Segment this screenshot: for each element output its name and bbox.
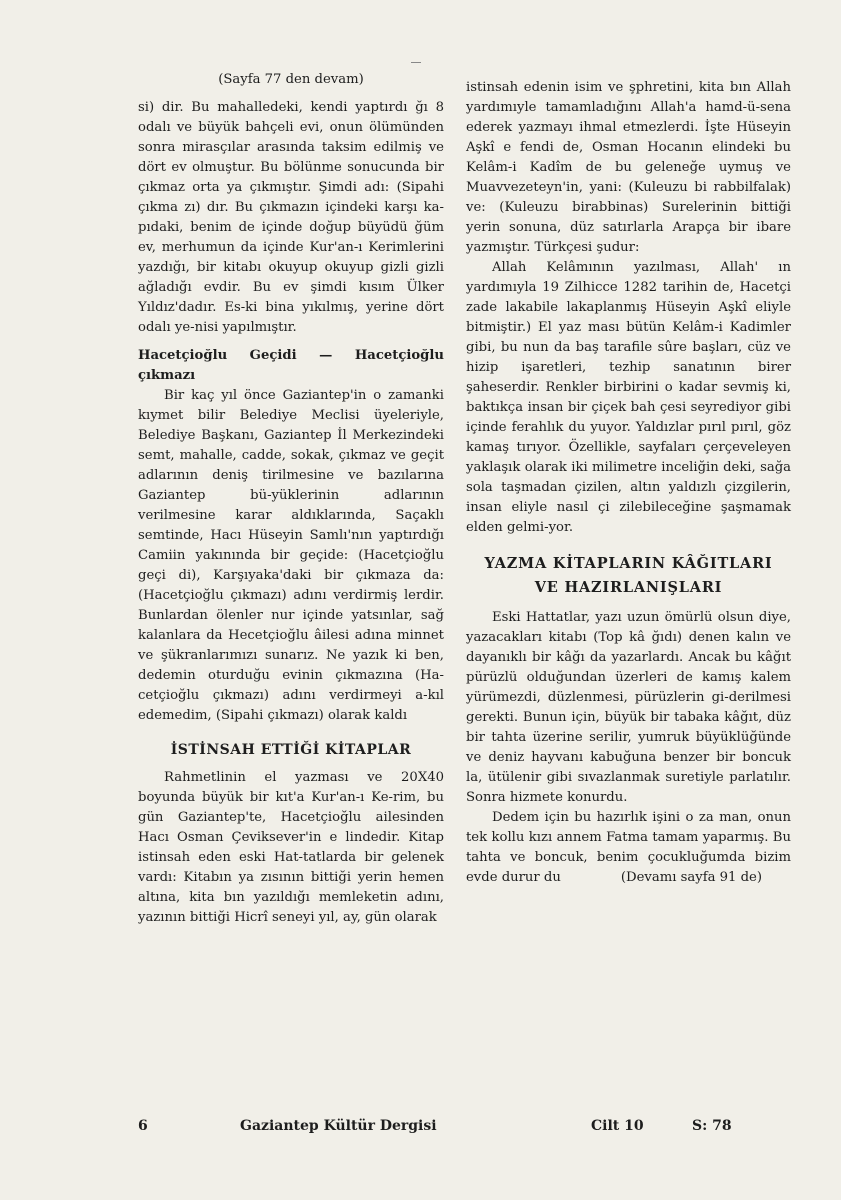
- paragraph: Rahmetlinin el yazması ve 20X40 boyunda büyük bir kıt'a Kur'an-ı Ke-rim, bu gün Gaziantep'te, Hacetçioğlu ailesinden Hacı Osman Çeviksever'in e lindedir. Kitap istinsah eden eski Hat-tatlarda bir gelenek vardı: Kitabın ya zısının bittiği yerin hemen altına, kita bın yazıldığı memleketin adını, yazının bittiği Hicrî seneyi yıl, ay, gün olarak: [138, 770, 444, 925]
- left-column: [138, 70, 444, 928]
- top-mark: [411, 62, 421, 63]
- right-column: [466, 78, 791, 888]
- continued-note: (Devamı sayfa 91 de): [620, 870, 762, 885]
- paragraph: Bir kaç yıl önce Gaziantep'in o zamanki kıymet bilir Belediye Meclisi üyeleriyle, Belediye Başkanı, Gaziantep İl Merkezindeki semt, mahalle, cadde, sokak, çıkmaz ve geçit adlarının deniş tirilmesine ve bazılarına Gaziantep bü-yüklerinin adlarının verilmesine karar aldıklarında, Saçaklı semtinde, Hacı Hüseyin Samlı'nın yaptırdığı Camiin yakınında bir geçide: (Hacetçioğlu geçi di), Karşıyaka'daki bir çıkmaza da: (Hacetçioğlu çıkmazı) adını verdirmiş lerdir. Bunlardan ölenler nur içinde yatsınlar, sağ kalanlara da Hecetçioğlu âilesi adına minnet ve şükranlarımızı sunarız. Ne yazık ki ben, dedemin oturduğu evinin çıkmazına (Ha-cetçioğlu çıkmazı) adını verdirmeyi a-kıl edemedim, (Sipahi çıkmazı) olarak kaldı: [138, 388, 444, 723]
- volume-label: Cilt 10: [591, 1118, 644, 1134]
- journal-name: Gaziantep Kültür Dergisi: [240, 1118, 437, 1134]
- paragraph: Eski Hattatlar, yazı uzun ömürlü olsun diye, yazacakları kitabı (Top kâ ğıdı) denen kalın ve dayanıklı bir kâğı da yazarlardı. Ancak bu kâğıt pürüzlü olduğundan üzerleri de kamış kalem yürümezdi, düzlenmesi, pürüzlerin gi-derilmesi gerekti. Bunun için, büyük bir tabaka kâğıt, düz bir tahta üzerine serilir, yumruk büyüklüğünde ve deniz hayvanı kabuğuna benzer bir boncuk la, ütülenir gibi sıvazlanmak suretiyle parlatılır. Sonra hizmete konurdu.: [466, 610, 791, 805]
- section-heading-line-2: VE HAZIRLANIŞLARI: [534, 579, 723, 596]
- issue-label: S: 78: [692, 1118, 732, 1134]
- subheading: Hacetçioğlu Geçidi — Hacetçioğlu çıkmazı: [138, 348, 444, 383]
- paragraph: Allah Kelâmının yazılması, Allah' ın yardımıyla 19 Zilhicce 1282 tarihin de, Hacetçi zade lakabile lakaplanmış Hüseyin Aşkî eliyle bitmiştir.) El yaz ması bütün Kelâm-i Kadimler gibi, bu nun da baş tarafile sûre başları, cüz ve hizip işaretleri, tezhip sanatının birer şaheserdir. Renkler birbirini o kadar sevmiş ki, baktıkça insan bir çiçek bah çesi seyrediyor gibi içinde ferahlık du yuyor. Yaldızlar pırıl pırıl, göz kamaş tırıyor. Özellikle, sayfaları çerçeveleyen yaklaşık olarak iki milimetre inceliğin deki, sağa sola taşmadan çizilen, altın yaldızlı çizgilerin, insan eliyle nasıl çi zilebileceğine şaşmamak elden gelmi-yor.: [466, 260, 791, 535]
- continuation-note: (Sayfa 77 den devam): [218, 72, 364, 87]
- section-heading-line-1: YAZMA KİTAPLARIN KÂĞITLARI: [484, 555, 773, 572]
- paragraph: si) dir. Bu mahalledeki, kendi yaptırdı ğı 8 odalı ve büyük bahçeli evi, onun ölümünden sonra mirasçılar arasında taksim edilmiş ve dört ev olmuştur. Bu bölünme sonucunda bir çıkmaz orta ya çıkmıştır. Şimdi adı: (Sipahi çıkma zı) dır. Bu çıkmazın içindeki karşı ka-pıdaki, benim de içinde doğup büyüdü ğüm ev, merhumun da içinde Kur'an-ı Kerimlerini yazdığı, bir kitabı okuyup okuyup gizli gizli ağladığı evdir. Bu ev şimdi kısım Ülker Yıldız'dadır. Es-ki bina yıkılmış, yerine dört odalı ye-nisi yapılmıştır.: [138, 100, 444, 335]
- section-heading: İSTİNSAH ETTİĞİ KİTAPLAR: [170, 742, 412, 758]
- paragraph: [466, 808, 791, 888]
- page-number: 6: [138, 1118, 148, 1134]
- paragraph-text: Dedem için bu hazırlık işini o za man, onun tek kollu kızı annem Fatma tamam yaparmış. Bu tahta ve boncuk, benim çocukluğumda bizim evde durur du: [466, 810, 791, 885]
- paragraph: istinsah edenin isim ve şphretini, kita bın Allah yardımıyle tamamladığını Allah'a hamd-ü-sena ederek yazmayı ihmal etmezlerdi. İşte Hüseyin Aşkî e fendi de, Osman Hocanın elindeki bu Kelâm-i Kadîm de bu geleneğe uymuş ve Muavvezeteyn'in, yani: (Kuleuzu bi rabbilfalak) ve: (Kuleuzu birabbinas) Surelerinin bittiği yerin sonuna, düz satırlarla Arapça bir ibare yazmıştır. Türkçesi şudur:: [466, 80, 791, 255]
